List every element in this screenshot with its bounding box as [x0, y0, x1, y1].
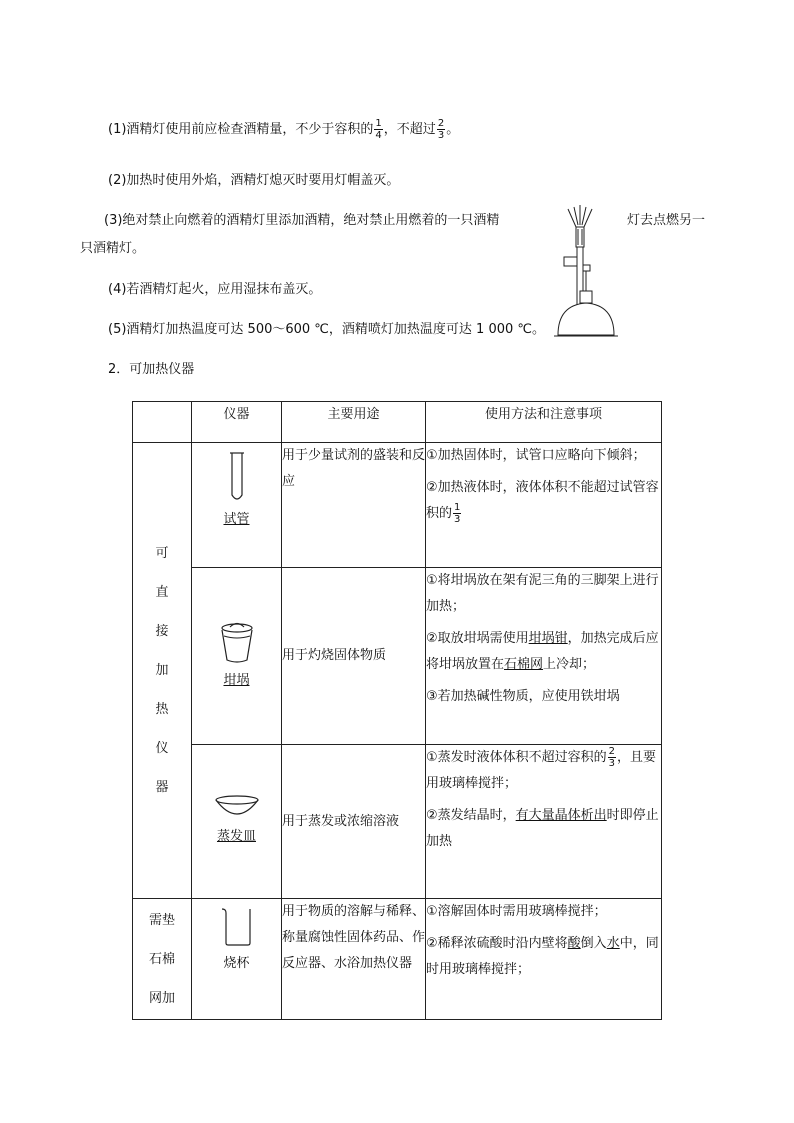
paragraph-5: (5)酒精灯加热温度可达 500～600 ℃，酒精喷灯加热温度可达 1 000 ℃。 [108, 322, 545, 337]
table-row [133, 568, 662, 745]
instrument-crucible [192, 568, 282, 745]
notes-cell: ①溶解固体时需用玻璃棒搅拌； ②稀释浓硫酸时沿内壁将酸倒入水中，同时用玻璃棒搅拌； [426, 899, 662, 1020]
paragraph-1: (1)酒精灯使用前应检查酒精量，不少于容积的 $\frac{1}{4}$ ，不超过 $\frac{2}{3}$ 。 [108, 118, 460, 141]
test-tube-icon [227, 451, 247, 503]
notes-cell: ①蒸发时液体体积不超过容积的 $\frac{2}{3}$ ，且要用玻璃棒搅拌； ②蒸发结晶时，有大量晶体析出时即停止加热 [426, 745, 662, 899]
table-row [133, 899, 662, 1020]
table-row [133, 443, 662, 568]
p1-text: (1)酒精灯使用前应检查酒精量，不少于容积的 [108, 122, 374, 137]
notes-cell: ①加热固体时，试管口应略向下倾斜； ②加热液体时，液体体积不能超过试管容积的 $\frac{1}{3}$ [426, 443, 662, 568]
use-cell: 用于蒸发或浓缩溶液 [282, 745, 426, 899]
instrument-name: 蒸发皿 [216, 828, 256, 844]
crucible-tongs-text: 坩埚钳 [528, 631, 568, 646]
category-asbestos-net-heating: 需垫 石棉 网加 [133, 899, 192, 1020]
paragraph-3-part-b: 灯去点燃另一 [627, 213, 706, 228]
section-heading: 2．可加热仪器 [108, 362, 195, 377]
fraction-one-third: $\frac{1}{3}$ [454, 502, 461, 525]
fraction-two-thirds: $\frac{2}{3}$ [437, 118, 445, 141]
beaker-icon [220, 907, 254, 947]
header-main-use: 主要用途 [282, 402, 426, 443]
instrument-name: 坩埚 [223, 673, 250, 688]
fraction-one-quarter: $\frac{1}{4}$ [375, 118, 382, 141]
water-text: 水 [606, 936, 620, 951]
acid-text: 酸 [567, 936, 581, 951]
category-direct-heating: 可 直 接 加 热 仪 器 [133, 443, 192, 899]
heating-instruments-table [132, 401, 662, 1020]
evaporating-dish-icon [213, 794, 261, 820]
crystals-precipitate-text: 有大量晶体析出 [515, 808, 607, 823]
use-cell: 用于物质的溶解与稀释、称量腐蚀性固体药品、作反应器、水浴加热仪器 [282, 899, 426, 1020]
use-cell: 用于灼烧固体物质 [282, 568, 426, 745]
use-cell: 用于少量试剂的盛装和反应 [282, 443, 426, 568]
paragraph-3-part-a: (3)绝对禁止向燃着的酒精灯里添加酒精，绝对禁止用燃着的一只酒精 [104, 213, 500, 228]
crucible-icon [219, 618, 255, 664]
notes-cell: ①将坩埚放在架有泥三角的三脚架上进行加热； ②取放坩埚需使用坩埚钳，加热完成后应将坩埚放置在石棉网上冷却； ③若加热碱性物质，应使用铁坩埚 [426, 568, 662, 745]
asbestos-net-text: 石棉网 [504, 657, 544, 672]
paragraph-3-part-c: 只酒精灯。 [80, 241, 146, 256]
instrument-test-tube [192, 443, 282, 568]
header-usage-notes: 使用方法和注意事项 [426, 402, 662, 443]
header-instrument: 仪器 [192, 402, 282, 443]
instrument-name: 试管 [223, 512, 250, 527]
table-row [133, 745, 662, 899]
instrument-beaker [192, 899, 282, 1020]
header-blank [133, 402, 192, 443]
paragraph-4: (4)若酒精灯起火，应用湿抹布盖灭。 [108, 282, 322, 297]
paragraph-2: (2)加热时使用外焰，酒精灯熄灭时要用灯帽盖灭。 [108, 173, 400, 188]
instrument-evaporating-dish [192, 745, 282, 899]
table-header-row [133, 402, 662, 443]
fraction-two-thirds: $\frac{2}{3}$ [608, 746, 616, 769]
instrument-name: 烧杯 [223, 956, 250, 971]
alcohol-blast-lamp-illustration [550, 205, 622, 343]
